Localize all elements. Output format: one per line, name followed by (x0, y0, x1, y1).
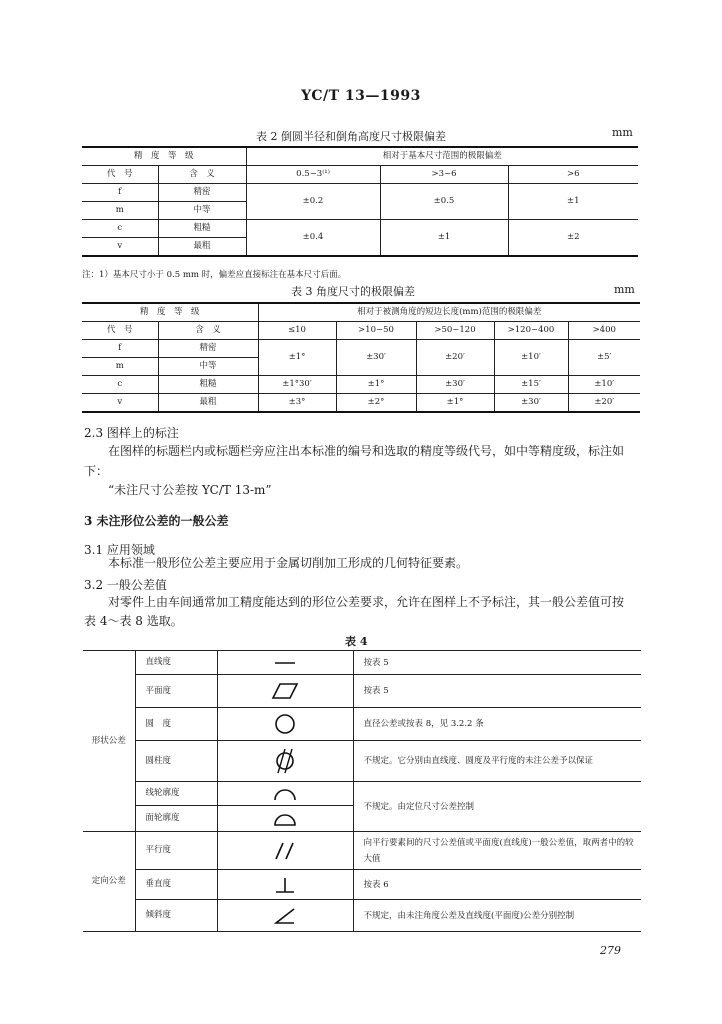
table3-meaning: 最粗 (158, 394, 258, 413)
perpendicularity-icon (217, 870, 353, 900)
section-3-2-heading: 3.2 一般公差值 (84, 578, 167, 592)
table3-meaning-header: 含 义 (158, 322, 258, 340)
table4-desc: 不规定，由未注角度公差及直线度(平面度)公差分别控制 (353, 900, 641, 932)
table3-code-header: 代 号 (82, 322, 158, 340)
roundness-icon (217, 708, 353, 741)
table2-value: ±0.5 (380, 184, 508, 220)
table4-name: 倾斜度 (135, 900, 217, 932)
table4-desc: 不规定。它分别由直线度、圆度及平行度的未注公差予以保证 (353, 741, 641, 782)
table3-meaning: 精密 (158, 340, 258, 358)
table2-unit: mm (612, 126, 633, 139)
table2-grade-header: 精 度 等 级 (82, 147, 246, 166)
table4-caption: 表 4 (345, 635, 368, 648)
table2-code: c (82, 220, 158, 238)
table3-value: ±10′ (494, 340, 568, 376)
table3-caption: 表 3 角度尺寸的极限偏差 (291, 285, 415, 298)
table2-range-title: 相对于基本尺寸范围的极限偏差 (246, 147, 638, 166)
surface-profile-icon (217, 806, 353, 832)
table4-name: 面轮廓度 (135, 806, 217, 832)
table3-value: ±3° (258, 394, 336, 413)
table3-range-header: >120~400 (494, 322, 568, 340)
table3-code: m (82, 358, 158, 376)
page-number: 279 (600, 944, 621, 957)
table2-range-header: >6 (508, 166, 638, 184)
table3-value: ±1° (258, 340, 336, 376)
table4-desc: 向平行要素间的尺寸公差值或平面度(直线度)一般公差值，取两者中的较大值 (353, 832, 641, 870)
table4-name: 圆柱度 (135, 741, 217, 782)
section-2-3-example: “未注尺寸公差按 YC/T 13-m” (108, 483, 272, 497)
table2-code: m (82, 202, 158, 220)
table3-value: ±10′ (568, 376, 640, 394)
table3-meaning: 中等 (158, 358, 258, 376)
table4-group-orientation: 定向公差 (83, 832, 135, 932)
table3-value: ±20′ (568, 394, 640, 413)
section-3-1-line1: 本标准一般形位公差主要应用于金属切削加工形成的几何特征要素。 (108, 556, 469, 570)
table4-name: 平行度 (135, 832, 217, 870)
table2-note: 注：1）基本尺寸小于 0.5 mm 时，偏差应直接标注在基本尺寸后面。 (82, 270, 347, 280)
table4-desc: 按表 5 (353, 675, 641, 708)
table3-code: v (82, 394, 158, 413)
section-3-1-heading: 3.1 应用领域 (84, 543, 155, 557)
table3-range-header: ≤10 (258, 322, 336, 340)
section-3-2-line2: 表 4～表 8 选取。 (84, 614, 183, 628)
table2-value: ±0.4 (246, 220, 380, 257)
table2-meaning: 中等 (158, 202, 246, 220)
table2-range-header: >3~6 (380, 166, 508, 184)
table3-value: ±1° (336, 376, 416, 394)
table4-name: 线轮廓度 (135, 782, 217, 806)
parallelism-icon (217, 832, 353, 870)
table2-meaning: 粗糙 (158, 220, 246, 238)
table3-range-header: >10~50 (336, 322, 416, 340)
table4-group-form: 形状公差 (83, 651, 135, 832)
table2-meaning: 最粗 (158, 238, 246, 257)
angularity-icon (217, 900, 353, 932)
table4-name: 圆 度 (135, 708, 217, 741)
table2-meaning: 精密 (158, 184, 246, 202)
table2-value: ±2 (508, 220, 638, 257)
section-2-3-line2: 下： (84, 464, 109, 478)
line-profile-icon (217, 782, 353, 806)
section-3-2-line1: 对零件上由车间通常加工精度能达到的形位公差要求，允许在图样上不予标注，其一般公差值可按 (108, 595, 625, 609)
table4-name: 直线度 (135, 651, 217, 675)
table3-value: ±1° (416, 394, 494, 413)
table4 (83, 650, 641, 932)
table3-code: c (82, 376, 158, 394)
table3-meaning: 粗糙 (158, 376, 258, 394)
table3-value: ±15′ (494, 376, 568, 394)
table4-name: 垂直度 (135, 870, 217, 900)
table2-code: f (82, 184, 158, 202)
section-2-3-heading: 2.3 图样上的标注 (84, 426, 179, 440)
table3-range-header: >50~120 (416, 322, 494, 340)
table3-grade-header: 精 度 等 级 (82, 303, 258, 322)
standard-code-header: YC/T 13—1993 (301, 88, 421, 104)
table2 (82, 146, 638, 257)
table2-value: ±0.2 (246, 184, 380, 220)
section-2-3-line1: 在图样的标题栏内或标题栏旁应注出本标准的编号和选取的精度等级代号，如中等精度级，标注如 (108, 444, 625, 458)
section-3-heading: 3 未注形位公差的一般公差 (84, 514, 229, 528)
table3-value: ±2° (336, 394, 416, 413)
table3-range-header: >400 (568, 322, 640, 340)
table2-code-header: 代 号 (82, 166, 158, 184)
table2-range-header: 0.5~3⁽¹⁾ (246, 166, 380, 184)
table3-unit: mm (614, 283, 635, 296)
table3-range-title: 相对于被测角度的短边长度(mm)范围的极限偏差 (258, 303, 640, 322)
table3-code: f (82, 340, 158, 358)
table4-name: 平面度 (135, 675, 217, 708)
table2-value: ±1 (380, 220, 508, 257)
table4-desc: 按表 5 (353, 651, 641, 675)
cylindricity-icon (217, 741, 353, 782)
table2-caption: 表 2 倒圆半径和倒角高度尺寸极限偏差 (256, 130, 446, 143)
table3-value: ±30′ (336, 340, 416, 376)
table4-desc: 直径公差或按表 8，见 3.2.2 条 (353, 708, 641, 741)
table4-desc: 不规定。由定位尺寸公差控制 (353, 782, 641, 832)
table3-value: ±30′ (494, 394, 568, 413)
table3-value: ±20′ (416, 340, 494, 376)
table3-value: ±30′ (416, 376, 494, 394)
flatness-icon (217, 675, 353, 708)
table3 (82, 302, 640, 413)
table3-value: ±5′ (568, 340, 640, 376)
straightness-icon (217, 651, 353, 675)
table2-code: v (82, 238, 158, 257)
table4-desc: 按表 6 (353, 870, 641, 900)
table3-value: ±1°30′ (258, 376, 336, 394)
table2-meaning-header: 含 义 (158, 166, 246, 184)
table2-value: ±1 (508, 184, 638, 220)
